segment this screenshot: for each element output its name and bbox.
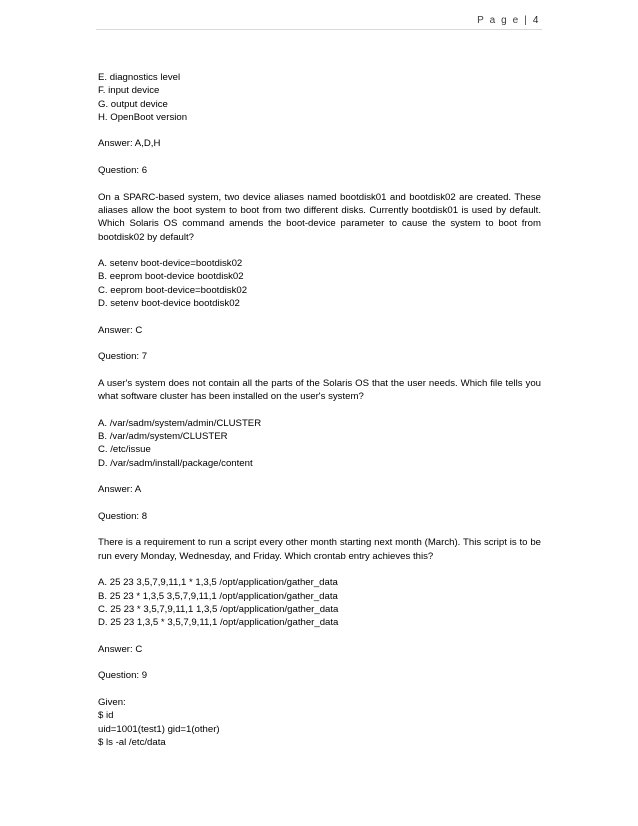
paragraph: There is a requirement to run a script every other month starting next month (March). This script is to be run every Monday, Wednesday, and Friday. Which crontab entry achieves this?: [98, 537, 541, 562]
text-line: D. /var/sadm/install/package/content: [98, 457, 253, 469]
blank-line: [98, 470, 541, 483]
blank-line: [98, 523, 541, 536]
blank-line: [98, 124, 541, 137]
blank-line: [98, 403, 541, 416]
blank-line: [98, 244, 541, 257]
text-line: uid=1001(test1) gid=1(other): [98, 723, 220, 735]
text-line: B. eeprom boot-device bootdisk02: [98, 271, 244, 283]
text-line: H. OpenBoot version: [98, 111, 188, 123]
blank-line: [98, 337, 541, 350]
blank-line: [98, 364, 541, 377]
text-line: D. 25 23 1,3,5 * 3,5,7,9,11,1 /opt/application/gather_data: [98, 617, 339, 629]
text-line: C. 25 23 * 3,5,7,9,11,1 1,3,5 /opt/application/gather_data: [98, 603, 339, 615]
page-number: 4: [532, 15, 540, 26]
blank-line: [98, 563, 541, 576]
blank-line: [98, 497, 541, 510]
text-line: C. /etc/issue: [98, 444, 151, 456]
text-line: Question: 8: [98, 510, 148, 522]
blank-line: [98, 310, 541, 323]
text-line: B. 25 23 * 1,3,5 3,5,7,9,11,1 /opt/application/gather_data: [98, 590, 338, 602]
blank-line: [98, 151, 541, 164]
text-line: Answer: C: [98, 324, 143, 336]
text-line: $ id: [98, 710, 114, 722]
text-line: Answer: C: [98, 643, 143, 655]
paragraph: A user's system does not contain all the parts of the Solaris OS that the user needs. Which file tells you what software cluster has been installed on the user's system?: [98, 377, 541, 403]
text-line: B. /var/adm/system/CLUSTER: [98, 431, 228, 443]
text-line: $ ls -al /etc/data: [98, 736, 166, 748]
text-line: C. eeprom boot-device=bootdisk02: [98, 284, 248, 296]
document-body: [98, 71, 541, 749]
text-line: E. diagnostics level: [98, 72, 181, 83]
text-line: A. /var/sadm/system/admin/CLUSTER: [98, 417, 262, 429]
text-line: Given:: [98, 696, 126, 708]
page-separator: |: [524, 15, 529, 26]
text-line: G. output device: [98, 98, 168, 110]
text-line: A. setenv boot-device=bootdisk02: [98, 258, 243, 270]
text-line: Question: 9: [98, 670, 148, 682]
blank-line: [98, 656, 541, 669]
text-line: D. setenv boot-device bootdisk02: [98, 298, 240, 310]
header-divider: [96, 29, 542, 30]
page-number-label: [477, 15, 540, 26]
page-header: [0, 0, 638, 30]
paragraph: On a SPARC-based system, two device aliases named bootdisk01 and bootdisk02 are created. These aliases allow the boot system to boot from two different disks. Currently bootdisk01 is used by default. Which Solaris OS command amends the boot-device parameter to cause the system to boot from bootdisk02 by default?: [98, 191, 541, 243]
blank-line: [98, 629, 541, 642]
blank-line: [98, 177, 541, 190]
text-line: Question: 6: [98, 165, 148, 177]
text-line: Answer: A: [98, 484, 142, 496]
text-line: Question: 7: [98, 351, 148, 363]
text-line: F. input device: [98, 85, 160, 97]
text-line: Answer: A,D,H: [98, 138, 161, 150]
page-word: P a g e: [477, 15, 520, 26]
text-line: A. 25 23 3,5,7,9,11,1 * 1,3,5 /opt/application/gather_data: [98, 577, 338, 589]
blank-line: [98, 683, 541, 696]
